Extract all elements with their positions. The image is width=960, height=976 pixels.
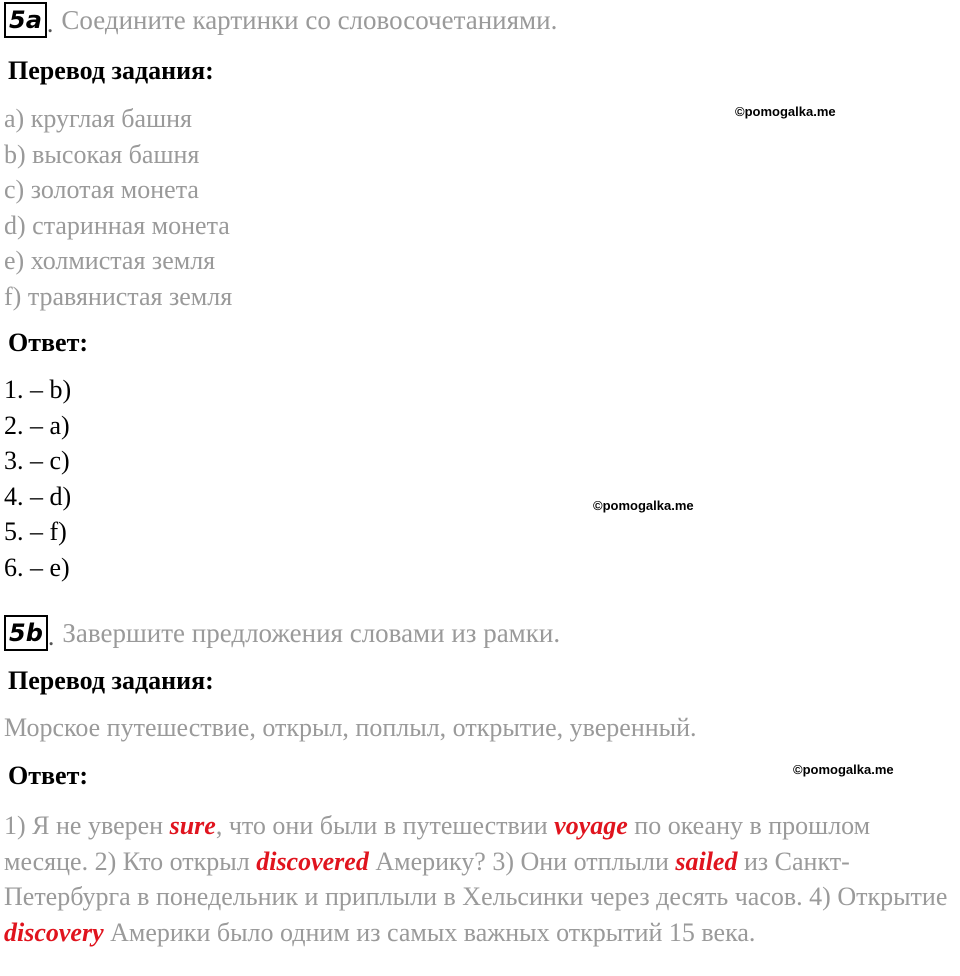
badge-dot: . — [46, 9, 54, 38]
watermark: ©pomogalka.me — [593, 498, 694, 513]
task-instruction: Соедините картинки со словосочетаниями. — [61, 4, 558, 35]
answer-word: sure — [169, 811, 216, 840]
answer-item: 4. – d) — [4, 481, 72, 511]
answer-list — [4, 372, 71, 585]
answer-text: из Санкт-Петербурга в понедельник и приплыли в Хельсинки через десять часов. 4) Открытие — [4, 846, 948, 911]
list-item: a) круглая башня — [4, 104, 192, 133]
list-item: e) холмистая земля — [4, 246, 216, 275]
translation-heading: Перевод задания: — [8, 56, 214, 85]
answer-item: 5. – f) — [4, 517, 67, 546]
answer-heading: Ответ: — [8, 761, 89, 790]
answer-word: voyage — [554, 811, 628, 840]
task-badge: 5b — [4, 615, 48, 651]
answer-text: Америку? 3) Они отплыли — [368, 846, 676, 876]
list-item: f) травянистая земля — [4, 281, 233, 311]
answer-heading: Ответ: — [8, 328, 89, 357]
answer-word: sailed — [675, 846, 738, 876]
translation-heading: Перевод задания: — [8, 666, 214, 695]
answer-item: 1. – b) — [4, 375, 72, 404]
list-item: b) высокая башня — [4, 139, 200, 169]
watermark: ©pomogalka.me — [793, 762, 894, 777]
translation-list — [4, 101, 232, 314]
badge-dot: . — [47, 622, 55, 651]
task-badge: 5a — [4, 2, 47, 38]
answer-paragraph — [4, 808, 954, 950]
task-instruction: Завершите предложения словами из рамки. — [62, 617, 561, 648]
answer-item: 2. – a) — [4, 410, 70, 440]
task-5b-header — [4, 615, 560, 651]
list-item: c) золотая монета — [4, 175, 199, 204]
answer-word: discovered — [256, 846, 369, 876]
answer-text: Америки было одним из самых важных открытий 15 века. — [103, 917, 756, 947]
answer-item: 3. – c) — [4, 446, 70, 475]
translation-text: Морское путешествие, открыл, поплыл, открытие, уверенный. — [4, 713, 697, 742]
task-5a-header — [4, 2, 557, 38]
list-item: d) старинная монета — [4, 210, 230, 240]
answer-text: 1) Я не уверен — [4, 811, 170, 840]
answer-text: , что они были в путешествии — [215, 811, 555, 840]
watermark: ©pomogalka.me — [735, 104, 836, 119]
answer-item: 6. – e) — [4, 552, 70, 582]
answer-text: по океану в прошлом месяце. 2) Кто открыл — [4, 811, 871, 876]
answer-word: discovery — [4, 917, 104, 947]
